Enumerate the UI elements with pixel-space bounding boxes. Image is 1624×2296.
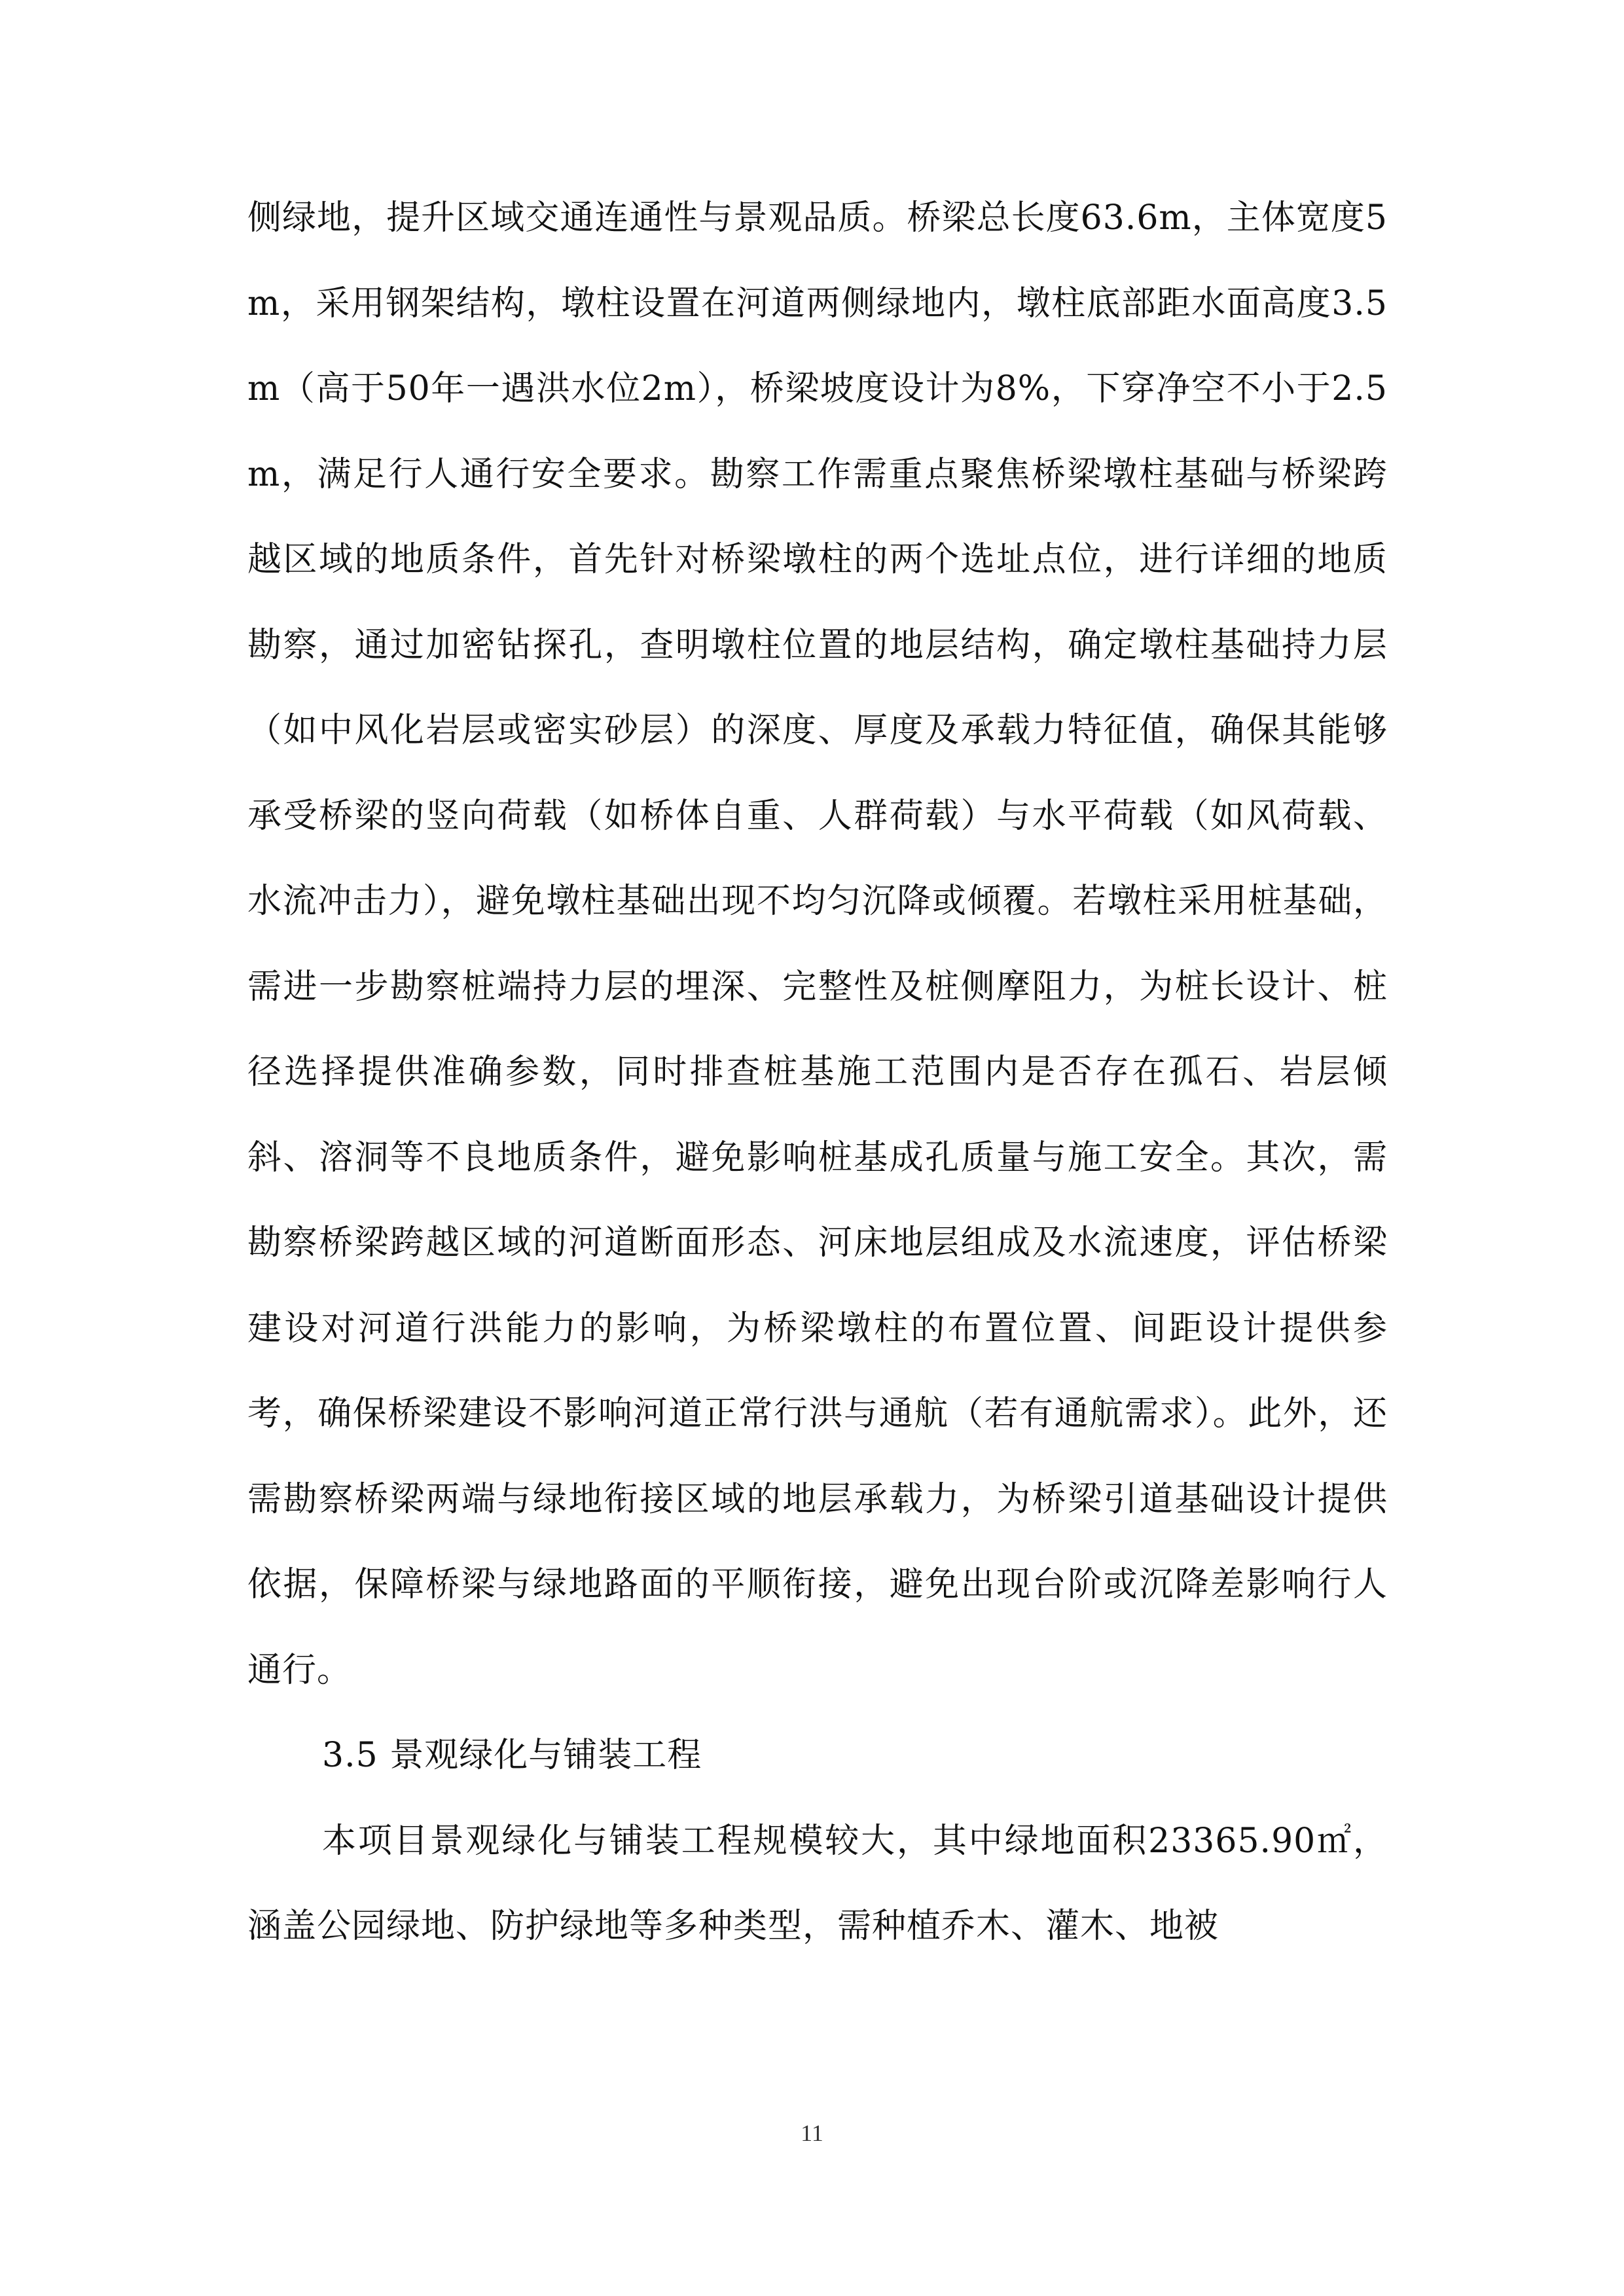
- page-number: 11: [801, 2120, 823, 2146]
- body-text: [247, 175, 1388, 1969]
- section-heading: 3.5 景观绿化与铺装工程: [322, 1736, 702, 1775]
- section-paragraph: 本项目景观绿化与铺装工程规模较大，其中绿地面积23365.90㎡，涵盖公园绿地、防护绿地等多种类型，需种植乔木、灌木、地被: [247, 1821, 1388, 1946]
- paragraph-continued: 侧绿地，提升区域交通连通性与景观品质。桥梁总长度63.6m，主体宽度5m，采用钢架结构，墩柱设置在河道两侧绿地内，墩柱底部距水面高度3.5m（高于50年一遇洪水位2m），桥梁坡度设计为8%，下穿净空不小于2.5m，满足行人通行安全要求。勘察工作需重点聚焦桥梁墩柱基础与桥梁跨越区域的地质条件，首先针对桥梁墩柱的两个选址点位，进行详细的地质勘察，通过加密钻探孔，查明墩柱位置的地层结构，确定墩柱基础持力层（如中风化岩层或密实砂层）的深度、厚度及承载力特征值，确保其能够承受桥梁的竖向荷载（如桥体自重、人群荷载）与水平荷载（如风荷载、水流冲击力），避免墩柱基础出现不均匀沉降或倾覆。若墩柱采用桩基础，需进一步勘察桩端持力层的埋深、完整性及桩侧摩阻力，为桩长设计、桩径选择提供准确参数，同时排查桩基施工范围内是否存在孤石、岩层倾斜、溶洞等不良地质条件，避免影响桩基成孔质量与施工安全。其次，需勘察桥梁跨越区域的河道断面形态、河床地层组成及水流速度，评估桥梁建设对河道行洪能力的影响，为桥梁墩柱的布置位置、间距设计提供参考，确保桥梁建设不影响河道正常行洪与通航（若有通航需求）。此外，还需勘察桥梁两端与绿地衔接区域的地层承载力，为桥梁引道基础设计提供依据，保障桥梁与绿地路面的平顺衔接，避免出现台阶或沉降差影响行人通行。: [247, 198, 1388, 1690]
